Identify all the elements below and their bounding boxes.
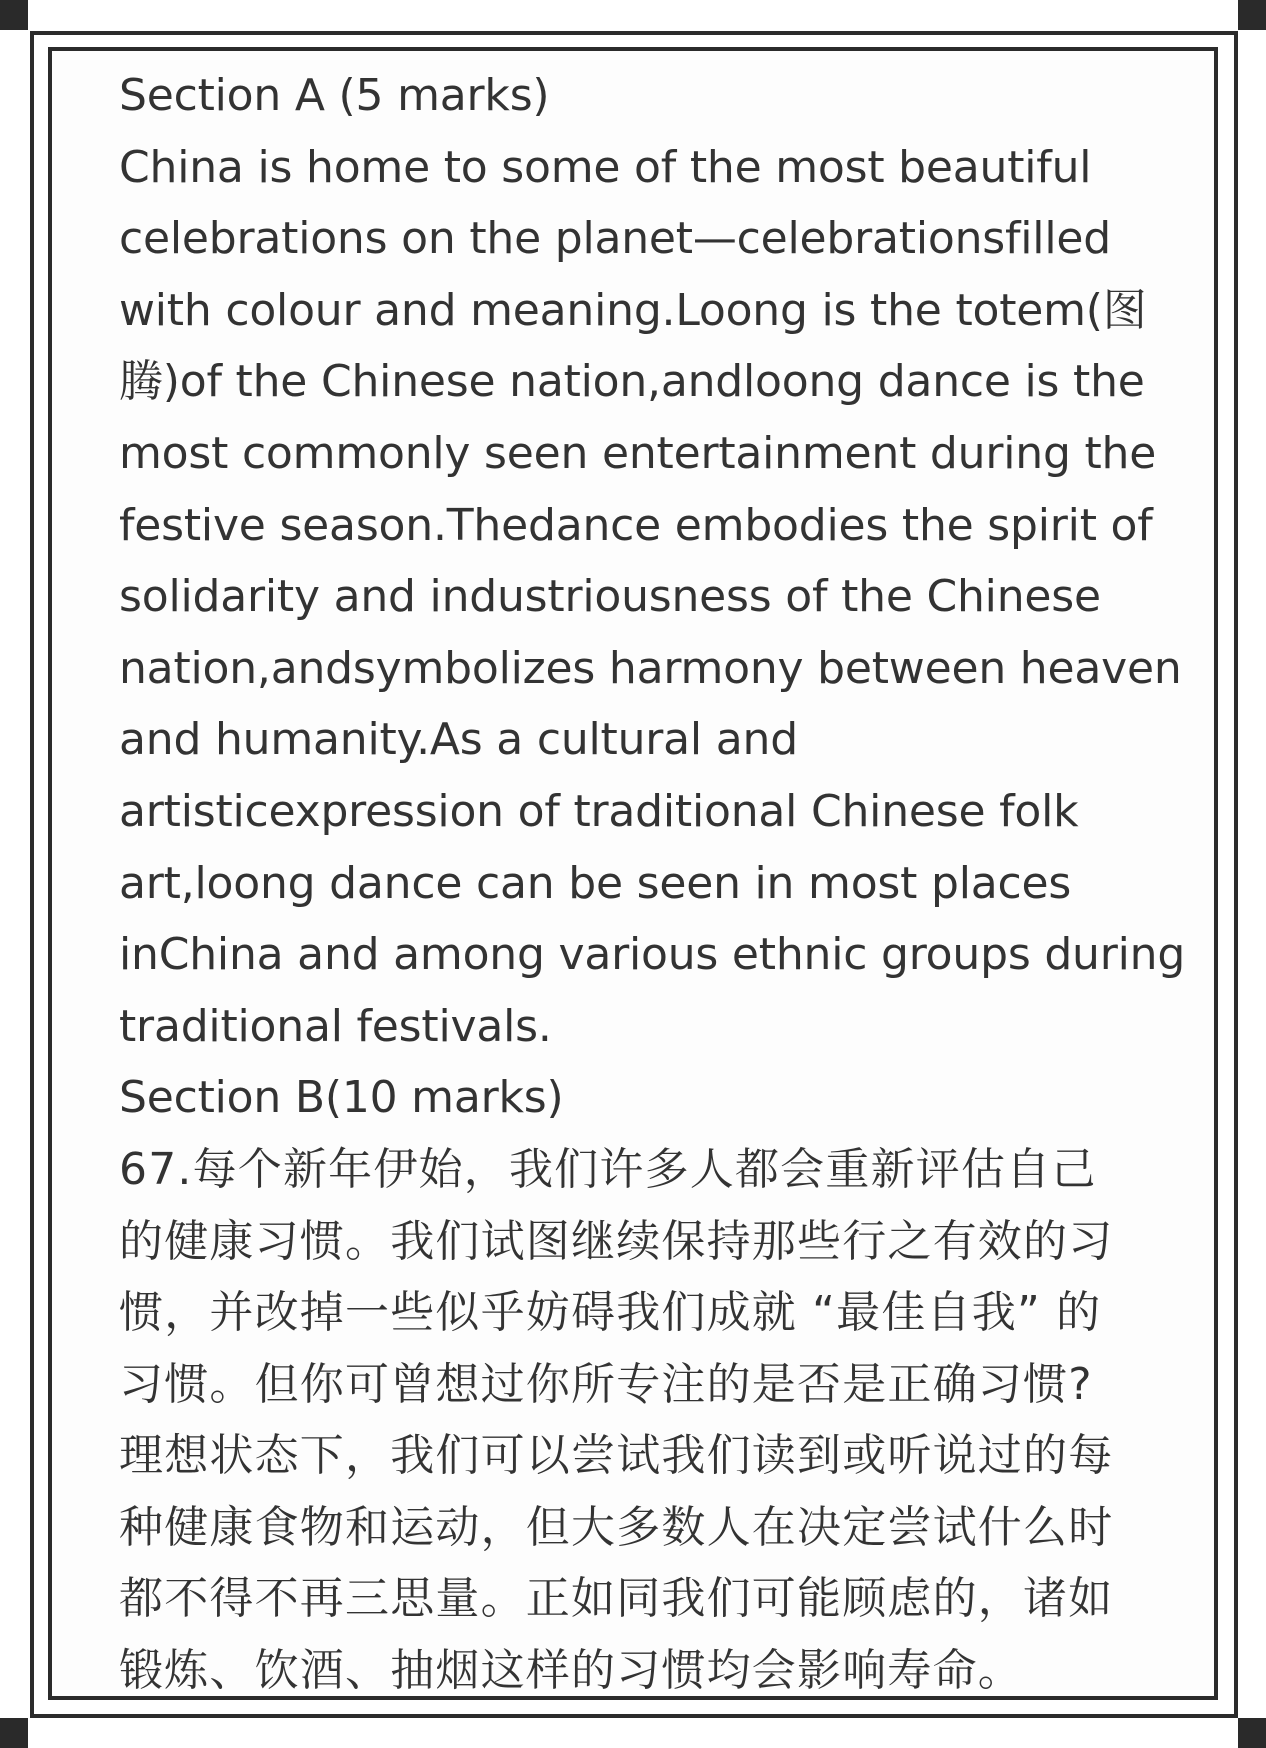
passage-line: festive season.Thedance embodies the spirit of: [119, 499, 1153, 551]
corner-mark-bottom-left: [0, 1718, 28, 1748]
passage-line: 锻炼、饮酒、抽烟这样的习惯均会影响寿命。: [119, 1645, 1023, 1697]
passage-line: traditional festivals.: [119, 1000, 552, 1052]
passage-line: 理想状态下，我们可以尝试我们读到或听说过的每: [119, 1430, 1114, 1482]
passage-line: art,loong dance can be seen in most places: [119, 857, 1072, 909]
passage-line: 的健康习惯。我们试图继续保持那些行之有效的习: [119, 1215, 1114, 1267]
section-b-passage: [119, 1134, 1159, 1707]
corner-mark-top-left: [0, 0, 28, 30]
passage-line: 都不得不再三思量。正如同我们可能顾虑的，诸如: [119, 1573, 1114, 1625]
passage-line: nation,andsymbolizes harmony between heaven: [119, 642, 1182, 694]
passage-line: China is home to some of the most beautiful: [119, 141, 1092, 193]
passage-line: inChina and among various ethnic groups during: [119, 929, 1186, 981]
passage-line: artisticexpression of traditional Chinese folk: [119, 785, 1079, 837]
passage-line: most commonly seen entertainment during the: [119, 427, 1157, 479]
section-b-heading: Section B(10 marks): [119, 1072, 564, 1124]
passage-line: solidarity and industriousness of the Chinese: [119, 571, 1101, 623]
passage-line: and humanity.As a cultural and: [119, 714, 798, 766]
corner-mark-top-right: [1238, 0, 1266, 30]
section-a-heading: Section A (5 marks): [119, 70, 550, 121]
document-body: [119, 60, 1186, 1707]
passage-line: 腾)of the Chinese nation,andloong dance is the: [119, 356, 1145, 408]
corner-mark-bottom-right: [1238, 1718, 1266, 1748]
passage-line: celebrations on the planet—celebrationsfilled: [119, 213, 1111, 265]
passage-line: with colour and meaning.Loong is the totem(图: [119, 284, 1147, 336]
passage-line: 种健康食物和运动，但大多数人在决定尝试什么时: [119, 1501, 1114, 1553]
passage-line: 67.每个新年伊始，我们许多人都会重新评估自己: [119, 1143, 1097, 1195]
passage-line: 习惯。但你可曾想过你所专注的是否是正确习惯?: [119, 1358, 1093, 1410]
passage-line: 惯，并改掉一些似乎妨碍我们成就 “最佳自我” 的: [119, 1287, 1102, 1339]
section-a-passage: [119, 132, 1186, 1063]
